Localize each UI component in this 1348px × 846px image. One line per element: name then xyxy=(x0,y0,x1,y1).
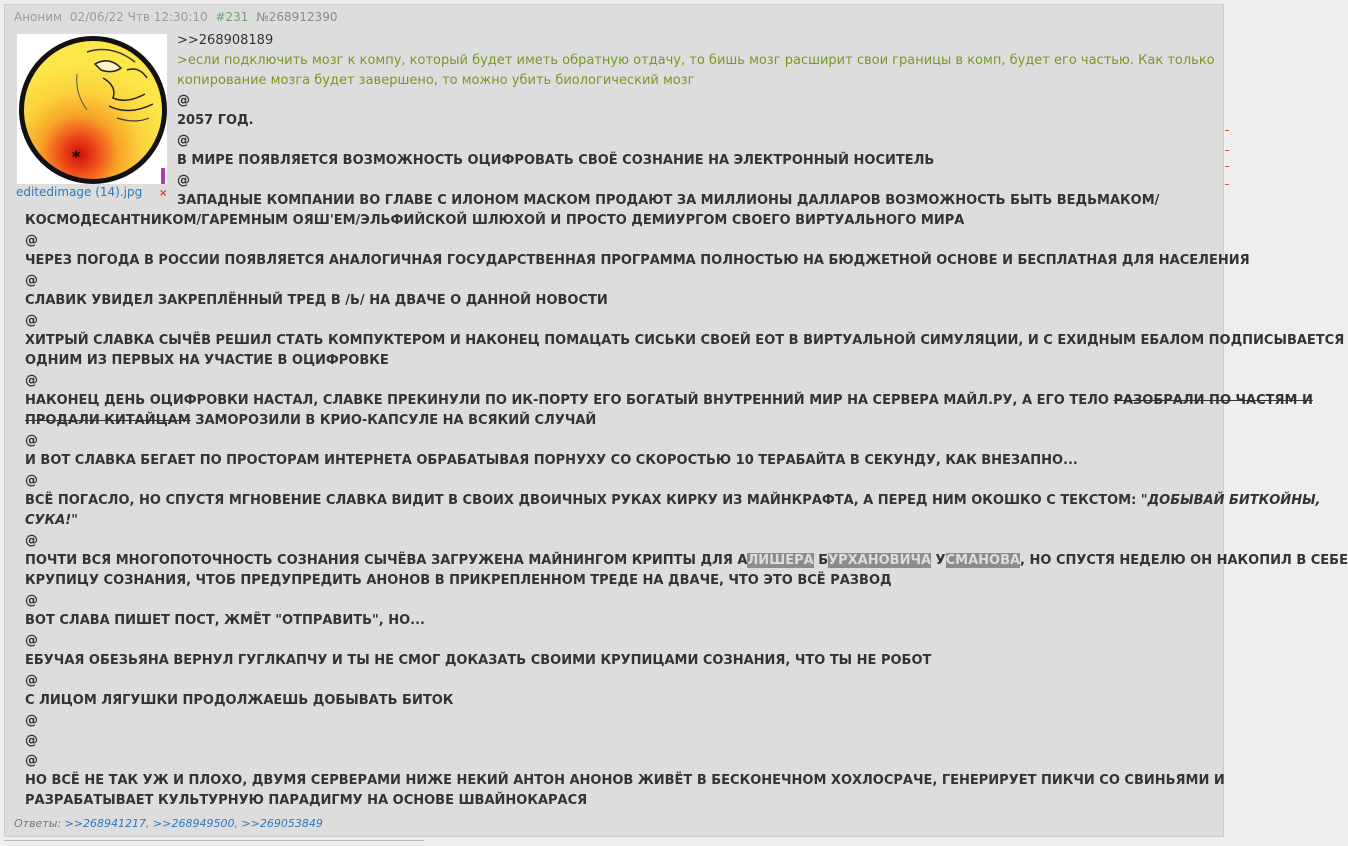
post-number-link[interactable]: #231 xyxy=(215,10,249,24)
reply-separator: , xyxy=(146,817,150,830)
at-line: @ xyxy=(177,133,190,148)
text-line: ХИТРЫЙ СЛАВКА СЫЧЁВ РЕШИЛ СТАТЬ КОМПУКТЕРОМ И НАКОНЕЦ ПОМАЦАТЬ СИСЬКИ СВОЕЙ ЕОТ В ВИРТУАЛЬНОЙ СИМУЛЯЦИИ, И С ЕХИДНЫМ ЕБАЛОМ ПОДПИСЫВАЕТСЯ xyxy=(25,333,1345,348)
face-sketch-icon xyxy=(17,34,167,184)
text-segment: У xyxy=(931,553,946,568)
text-line: ЗАПАДНЫЕ КОМПАНИИ ВО ГЛАВЕ С ИЛОНОМ МАСКОМ ПРОДАЮТ ЗА МИЛЛИОНЫ ДАЛЛАРОВ ВОЗМОЖНОСТЬ БЫТЬ ВЕДЬМАКОМ/ xyxy=(177,193,1160,208)
italic-text: ДОБЫВАЙ БИТКОЙНЫ, xyxy=(1147,493,1321,508)
post-image-thumbnail[interactable] xyxy=(17,34,167,184)
text-line: И ВОТ СЛАВКА БЕГАЕТ ПО ПРОСТОРАМ ИНТЕРНЕТА ОБРАБАТЫВАЯ ПОРНУХУ СО СКОРОСТЬЮ 10 ТЕРАБАЙТА В СЕКУНДУ, КАК ВНЕЗАПНО... xyxy=(25,453,1078,468)
reply-link[interactable]: >>268949500 xyxy=(153,817,235,830)
thumb-edge-mark xyxy=(161,168,165,184)
spoiler-text[interactable]: УРХАНОВИЧА xyxy=(828,553,932,568)
at-line: @ xyxy=(25,233,38,248)
at-line: @ xyxy=(25,313,38,328)
side-mark xyxy=(1225,166,1229,167)
at-line: @ xyxy=(25,433,38,448)
file-name-link[interactable]: editedimage (14).jpg xyxy=(16,185,143,199)
italic-text: СУКА! xyxy=(25,513,72,528)
post-header xyxy=(14,10,341,24)
text-line: ОДНИМ ИЗ ПЕРВЫХ НА УЧАСТИЕ В ОЦИФРОВКЕ xyxy=(25,353,389,368)
reply-link[interactable]: >>269053849 xyxy=(241,817,323,830)
text-segment: Б xyxy=(813,553,829,568)
side-mark xyxy=(1225,130,1229,131)
close-icon[interactable]: × xyxy=(159,188,168,199)
spoiler-text[interactable]: ЛИШЕРА xyxy=(747,553,814,568)
text-line: КРУПИЦУ СОЗНАНИЯ, ЧТОБ ПРЕДУПРЕДИТЬ АНОНОВ В ПРИКРЕПЛЕННОМ ТРЕДЕ НА ДВАЧЕ, ЧТО ЭТО ВСЁ РАЗВОД xyxy=(25,573,892,588)
at-line: @ xyxy=(177,93,190,108)
next-post-edge xyxy=(4,840,424,846)
quote-line-1: >если подключить мозг к компу, который будет иметь обратную отдачу, то бишь мозг расширит свои границы в комп, будет его частью. Как только xyxy=(177,53,1215,68)
at-line: @ xyxy=(25,533,38,548)
at-line: @ xyxy=(25,633,38,648)
at-line: @ xyxy=(25,713,38,728)
text-line: НО ВСЁ НЕ ТАК УЖ И ПЛОХО, ДВУМЯ СЕРВЕРАМИ НИЖЕ НЕКИЙ АНТОН АНОНОВ ЖИВЁТ В БЕСКОНЕЧНОМ ХОХЛОСРАЧЕ, ГЕНЕРИРУЕТ ПИКЧИ СО СВИНЬЯМИ И xyxy=(25,773,1225,788)
side-mark xyxy=(1225,184,1229,185)
text-segment: ПОЧТИ ВСЯ МНОГОПОТОЧНОСТЬ СОЗНАНИЯ СЫЧЁВА ЗАГРУЖЕНА МАЙНИНГОМ КРИПТЫ ДЛЯ А xyxy=(25,553,748,568)
at-line: @ xyxy=(25,273,38,288)
at-line: @ xyxy=(25,673,38,688)
strikethrough-text: ПРОДАЛИ КИТАЙЦАМ xyxy=(25,413,191,428)
text-line: КОСМОДЕСАНТНИКОМ/ГАРЕМНЫМ ОЯШ'ЕМ/ЭЛЬФИЙСКОЙ ШЛЮХОЙ И ПРОСТО ДЕМИУРГОМ СВОЕГО ВИРТУАЛЬНОГО МИРА xyxy=(25,213,965,228)
text-segment: ВСЁ ПОГАСЛО, НО СПУСТЯ МГНОВЕНИЕ СЛАВКА ВИДИТ В СВОИХ ДВОИЧНЫХ РУКАХ КИРКУ ИЗ МАЙНКРАФТА, А ПЕРЕД НИМ ОКОШКО С ТЕКСТОМ: " xyxy=(25,493,1148,508)
reply-link[interactable]: >>268941217 xyxy=(64,817,147,830)
spoiler-text[interactable]: СМАНОВА xyxy=(945,553,1021,568)
at-line: @ xyxy=(25,733,38,748)
text-line: С ЛИЦОМ ЛЯГУШКИ ПРОДОЛЖАЕШЬ ДОБЫВАТЬ БИТОК xyxy=(25,693,454,708)
text-segment: НАКОНЕЦ ДЕНЬ ОЦИФРОВКИ НАСТАЛ, СЛАВКЕ ПРЕКИНУЛИ ПО ИК-ПОРТУ ЕГО БОГАТЫЙ ВНУТРЕННИЙ МИР НА СЕРВЕРА МАЙЛ.РУ, А ЕГО ТЕЛО xyxy=(25,393,1114,408)
reply-to-link[interactable]: >>268908189 xyxy=(177,33,274,48)
post-id[interactable]: №268912390 xyxy=(256,10,338,24)
text-line: СЛАВИК УВИДЕЛ ЗАКРЕПЛЁННЫЙ ТРЕД В /Ь/ НА ДВАЧЕ О ДАННОЙ НОВОСТИ xyxy=(25,293,608,308)
strikethrough-text: РАЗОБРАЛИ ПО ЧАСТЯМ И xyxy=(1113,393,1313,408)
post-datetime: 02/06/22 Чтв 12:30:10 xyxy=(69,10,208,24)
at-line: @ xyxy=(25,753,38,768)
post xyxy=(4,4,1348,837)
text-line xyxy=(25,391,1313,411)
text-segment: " xyxy=(71,513,78,528)
at-line: @ xyxy=(25,473,38,488)
text-segment: ЗАМОРОЗИЛИ В КРИО-КАПСУЛЕ НА ВСЯКИЙ СЛУЧАЙ xyxy=(190,413,597,428)
text-line: В МИРЕ ПОЯВЛЯЕТСЯ ВОЗМОЖНОСТЬ ОЦИФРОВАТЬ СВОЁ СОЗНАНИЕ НА ЭЛЕКТРОННЫЙ НОСИТЕЛЬ xyxy=(177,153,935,168)
text-line: ВОТ СЛАВА ПИШЕТ ПОСТ, ЖМЁТ "ОТПРАВИТЬ", НО... xyxy=(25,613,425,628)
at-line: @ xyxy=(25,593,38,608)
text-line: 2057 ГОД. xyxy=(177,113,254,128)
side-mark xyxy=(1225,150,1229,151)
replies-list xyxy=(14,817,323,830)
quote-line-2: копирование мозга будет завершено, то можно убить биологический мозг xyxy=(177,73,695,88)
text-line: ЧЕРЕЗ ПОГОДА В РОССИИ ПОЯВЛЯЕТСЯ АНАЛОГИЧНАЯ ГОСУДАРСТВЕННАЯ ПРОГРАММА ПОЛНОСТЬЮ НА БЮДЖЕТНОЙ ОСНОВЕ И БЕСПЛАТНАЯ ДЛЯ НАСЕЛЕНИЯ xyxy=(25,253,1250,268)
replies-label: Ответы: xyxy=(14,817,62,830)
text-line xyxy=(25,491,1320,511)
thumb-star-mark: * xyxy=(72,147,81,166)
at-line: @ xyxy=(177,173,190,188)
post-author: Аноним xyxy=(14,10,63,24)
text-segment: , НО СПУСТЯ НЕДЕЛЮ ОН НАКОПИЛ В СЕБЕ xyxy=(1020,553,1348,568)
reply-separator: , xyxy=(234,817,238,830)
at-line: @ xyxy=(25,373,38,388)
text-line: ЕБУЧАЯ ОБЕЗЬЯНА ВЕРНУЛ ГУГЛКАПЧУ И ТЫ НЕ СМОГ ДОКАЗАТЬ СВОИМИ КРУПИЦАМИ СОЗНАНИЯ, ЧТО ТЫ НЕ РОБОТ xyxy=(25,653,932,668)
text-line xyxy=(25,411,596,431)
text-line xyxy=(25,551,1348,571)
text-line: РАЗРАБАТЫВАЕТ КУЛЬТУРНУЮ ПАРАДИГМУ НА ОСНОВЕ ШВАЙНОКАРАСЯ xyxy=(25,793,588,808)
text-line xyxy=(25,511,78,531)
